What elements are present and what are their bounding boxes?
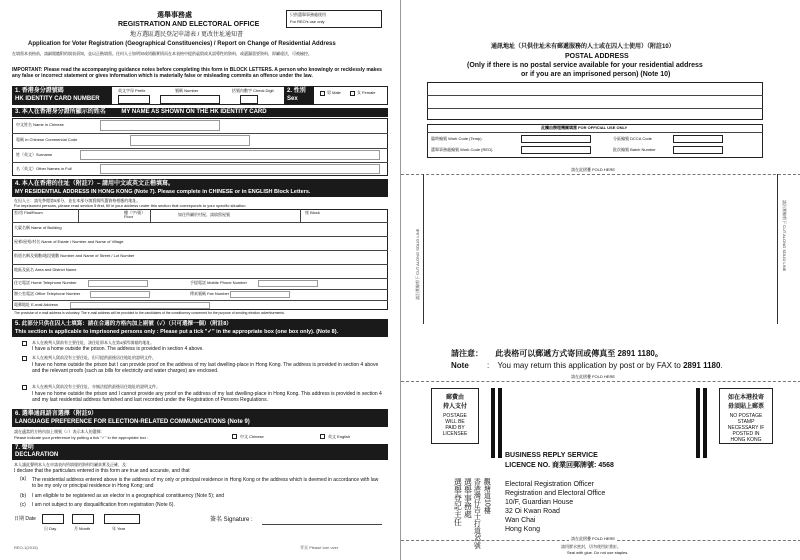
note-en-fax: 2891 1180 (683, 361, 721, 370)
email-field[interactable] (70, 302, 210, 309)
sex-female-checkbox[interactable] (350, 91, 355, 96)
postal-sub-en-2: or if you are an imprisoned person) (Note 10) (521, 71, 671, 78)
declaration-a-text: The residential address entered above is the address of my only or principal residence in Hong Kong or the address which is deemed in accordance with law to be my only or principal residence in Hong Kong; and (32, 477, 379, 489)
divider (12, 148, 388, 149)
turn-over-note: 背頁 Please turn over (300, 545, 339, 550)
postage-paid-box (431, 388, 479, 444)
form-title-zh: 地方選區選民登記申請表 / 更改住址通知書 (130, 32, 244, 38)
date-day-field[interactable] (42, 514, 64, 524)
postage-paid-zh-1: 郵費由 (445, 395, 464, 401)
address-zh-col-2: 選舉事務處 (463, 478, 473, 518)
fold-line-1 (401, 174, 800, 175)
section-6-title-zh: 選舉通訊語言選擇（附註9） (21, 411, 98, 417)
fim-stripe (696, 388, 700, 458)
option-c-en: I have no home outside the prison and I cannot provide any proof on the address of my last dwelling-place in Hong Kong. This address is provided in section 4 and my last residential address furnished and last recorded under the Registration of Persons Regulations. (32, 391, 382, 403)
declaration-b-label: (b) (20, 493, 27, 499)
section-1-label (12, 86, 112, 105)
option-a-en: I have a home outside the prison. The address is provided in section 4 above. (32, 346, 204, 352)
flat-label: 室/房 Flat/Room (14, 210, 43, 215)
note-en-end: . (720, 361, 723, 370)
postage-paid-en-3: PAID BY (445, 425, 465, 431)
address-line-4: 32 Oi Kwan Road (505, 508, 560, 515)
section-1-num: 1. (15, 88, 21, 94)
mobile-field[interactable] (258, 280, 318, 287)
address-line-6: Hong Kong (505, 526, 541, 533)
fax-label: 傳真號碼 Fax Number (190, 291, 230, 296)
other-names-field[interactable] (100, 164, 380, 174)
language-english-checkbox[interactable] (320, 434, 325, 439)
business-reply-licence: LICENCE NO. 商業回郵牌號: 4568 (505, 462, 614, 469)
declaration-intro-en: I declare that the particulars entered in this form are true and accurate, and that (14, 468, 190, 474)
seal-note-zh: 請用膠水密封，切勿使用釘書釘。 (561, 544, 621, 549)
signature-line[interactable] (262, 524, 382, 525)
no-stamp-en-3: NECESSARY IF (727, 425, 765, 431)
divider (12, 133, 388, 134)
option-b-checkbox[interactable] (22, 356, 27, 361)
section-7-num: 7. (15, 445, 21, 451)
important-notice: IMPORTANT: Please read the accompanying guidance notes before completing this form in BLOCK LETTERS. A person who knowingly or recklessly makes any false or incorrect statement or gives information which is materially false or misleading commits an offence under the law. (12, 67, 382, 80)
date-year-label: 年 Year (112, 526, 126, 531)
no-stamp-en-5: HONG KONG (730, 437, 762, 443)
section-7-bar (12, 444, 388, 460)
address-zh-col-3: 香港灣仔告士打道32號 (473, 478, 481, 549)
address-zh-col-1: 選舉登記主任 (453, 478, 463, 526)
work-code-reo-label: 選舉事務處編號 Work Code (REO) (431, 147, 493, 152)
other-names-label: 名（英文）Other Names in Full (16, 166, 72, 171)
sex-female-label: 女 Female (357, 90, 376, 95)
fim-stripe (703, 388, 707, 458)
intro-zh: 在填寫本表格前，請細閱隨附的填表須知，並以正楷填寫。任何人士如明知或罔顧實情而在本表格中提供虛假或具誤導性的資料，或遺漏重要資料，即屬違法，可被檢控。 (12, 51, 312, 56)
date-label: 日期 Date (14, 516, 36, 522)
fim-stripe (491, 388, 495, 458)
no-stamp-en-2: STAMP (737, 419, 755, 425)
section-4-title-zh: 本人在香港的住址（附註7）– 請用中文或英文正楷填寫。 (21, 181, 175, 187)
declaration-intro-zh: 本人謹此聲明本人在申請表內所填報的資料均屬真實及正確，及： (14, 462, 130, 467)
dcca-code-label: 分區編號 DCCA Code (613, 136, 652, 141)
house-hint: 如住所屬於村屋，請填寫屋號 (178, 212, 230, 217)
section-1-label-en: HK IDENTITY CARD NUMBER (15, 96, 100, 102)
divider (150, 209, 151, 222)
divider (12, 264, 388, 265)
note-zh-end: 。 (654, 349, 663, 358)
section-3-title-zh: 本人在香港身分證所顯示的姓名 (21, 109, 106, 115)
section-7-title-en: DECLARATION (15, 452, 59, 458)
office-tel-field[interactable] (90, 291, 150, 298)
section-6-num: 6. (15, 411, 21, 417)
section-4-bar (12, 179, 388, 197)
section-4-title-en: MY RESIDENTIAL ADDRESS IN HONG KONG (Note 7). Please complete in CHINESE or in ENGLISH Block Letters. (15, 189, 311, 195)
note-en-text: You may return this application by post or by FAX to (497, 361, 681, 370)
divider (12, 278, 388, 279)
language-chinese-label: 中文 Chinese (240, 434, 264, 439)
address-line-1: Electoral Registration Officer (505, 481, 594, 488)
office-tel-label: 辦公室電話 Office Telephone Number (14, 291, 81, 296)
name-chinese-field[interactable] (100, 120, 220, 131)
postage-paid-en-1: POSTAGE (443, 413, 467, 419)
address-zh-col-4: 觀塘道10樓 (483, 478, 491, 514)
office-name-en: REGISTRATION AND ELECTORAL OFFICE (118, 21, 260, 28)
note-zh-fax: 2891 1180 (617, 349, 655, 358)
fold-here-1: 請在此摺疊 FOLD HERE (571, 167, 616, 172)
official-use-header: 此欄由辦理機關填寫 FOR OFFICIAL USE ONLY (541, 125, 628, 130)
note-en-label: Note (451, 361, 469, 370)
declaration-c-text: I am not subject to any disqualification from registration (Note 6). (32, 502, 175, 508)
postal-heading-en: POSTAL ADDRESS (565, 53, 629, 60)
option-a-checkbox[interactable] (22, 341, 27, 346)
note-en (451, 362, 723, 370)
section-7-title-zh: 聲明 (21, 445, 34, 451)
area-label: 地區及區名 Area and District Name (14, 267, 77, 272)
id-number-field[interactable] (160, 95, 220, 104)
mobile-label: 手提電話 Mobile Phone Number (190, 280, 247, 285)
commercial-code-label: 電碼 In Chinese Commercial Code (16, 137, 78, 142)
work-code-temp-field[interactable] (521, 135, 591, 143)
date-month-label: 月 Month (74, 526, 91, 531)
note-zh-text: 此表格可以郵遞方式寄回或傳真至 (495, 349, 616, 358)
section-5-title-zh: 此部分只供在囚人士填寫：請在合適的方格內加上剔號（✓）（只可選擇一個）（附註8） (21, 321, 232, 327)
business-reply-title: BUSINESS REPLY SERVICE (505, 452, 598, 459)
section-1-label-zh: 香港身分證號碼 (21, 88, 64, 94)
postal-sub-en: (Only if there is no postal service available for your residential address (467, 62, 703, 69)
language-indicate-en: Please indicate your preference by putting a tick "✓" in the appropriate box : (14, 435, 149, 440)
work-code-temp-label: 臨時編號 Work Code (Temp) (431, 136, 482, 141)
no-stamp-zh-2: 毋須貼上郵票 (727, 404, 764, 410)
divider (427, 95, 763, 96)
section-5-num: 5. (15, 321, 21, 327)
divider (12, 289, 388, 290)
section-3-bar (12, 108, 388, 117)
id-check-digit-label: 括號內數字 Check Digit (232, 88, 274, 93)
divider (12, 236, 388, 237)
email-label: 電郵地址 E-mail Address (14, 302, 59, 307)
building-label: 大廈名稱 Name of Building (14, 225, 62, 230)
section-6-title-en: LANGUAGE PREFERENCE FOR ELECTION-RELATED COMMUNICATIONS (Note 9) (15, 419, 250, 425)
work-code-reo-field[interactable] (521, 146, 591, 154)
note-en-colon: : (487, 361, 490, 370)
section-6-bar (12, 409, 388, 427)
sex-label-zh: 性別 (293, 88, 306, 94)
address-line-3: 10/F, Guardian House (505, 499, 574, 506)
cut-line-left (423, 174, 424, 324)
no-stamp-en-4: POSTED IN (732, 431, 760, 437)
signature-label: 簽名 Signature : (210, 517, 253, 523)
official-use-box (286, 10, 382, 28)
sex-male-label: 男 Male (327, 90, 341, 95)
home-tel-label: 住宅電話 Home Telephone Number (14, 280, 77, 285)
option-b-en: I have no home outside the prison but I can provide proof on the address of my last dwelling-place in Hong Kong. The address is provided in section 4 above and the relevant proofs (such as bills for electricity and water charges) are enclosed. (32, 362, 379, 374)
date-day-label: 日 Day (44, 526, 57, 531)
surname-field[interactable] (80, 150, 380, 160)
sex-male-checkbox[interactable] (320, 91, 325, 96)
imprisoned-note-zh: 在囚人士：請先參閱第5部分，並在本部分填寫與所選資格相應的地址。 (14, 198, 141, 203)
id-prefix-field[interactable] (118, 95, 150, 104)
declaration-c-label: (c) (20, 502, 26, 508)
fold-here-2: 請在此摺疊 FOLD HERE (571, 374, 616, 379)
declaration-a-label: (a) (20, 476, 27, 482)
floor-label: 樓（字/號）Floor (124, 210, 146, 219)
fold-here-3: 請在此摺疊 FOLD HERE (571, 536, 616, 541)
address-line-5: Wan Chai (505, 517, 536, 524)
section-3-title-en: MY NAME AS SHOWN ON THE HK IDENTITY CARD (121, 109, 267, 115)
estate-label: 屋邨/屋苑/村名 Name of Estate / Number and Name of Village (14, 239, 124, 244)
id-prefix-label: 英文字母 Prefix (118, 88, 146, 93)
fax-field[interactable] (230, 291, 290, 298)
name-chinese-label: 中文姓名 Name in Chinese (16, 122, 64, 127)
home-tel-field[interactable] (88, 280, 148, 287)
official-use-en: For REO's use only (290, 19, 325, 24)
no-stamp-en-1: NO POSTAGE (729, 413, 763, 419)
language-chinese-checkbox[interactable] (232, 434, 237, 439)
surname-label: 姓（英文）Surname (16, 152, 53, 157)
no-stamp-zh-1: 如在本港投寄 (727, 395, 764, 401)
id-check-digit-field[interactable] (240, 95, 258, 104)
divider (12, 222, 388, 223)
divider (12, 250, 388, 251)
divider (300, 209, 301, 222)
seal-note-en: Seal with glue. Do not use staples. (567, 550, 629, 555)
id-number-label: 號碼 Number (175, 88, 199, 93)
option-b-zh: 本人在被判入獄前沒有主要住址，但可提供最後居住地址的證明文件。 (32, 355, 156, 360)
section-5-title-en: This section is applicable to imprisoned persons only : Please put a tick "✓" in the appropriate box (one box only). (Note 8). (15, 329, 339, 335)
postage-paid-en-2: WILL BE (445, 419, 465, 425)
commercial-code-field[interactable] (130, 135, 250, 146)
cut-line-right (777, 174, 778, 324)
fim-stripe (498, 388, 502, 458)
postal-address-box[interactable] (427, 82, 763, 120)
section-3-num: 3. (15, 109, 21, 115)
option-a-zh: 本人在被判入獄前有主要住址，該住址即本人在第4部所填報的地址。 (32, 340, 155, 345)
note-zh (451, 350, 663, 358)
postal-heading-zh: 通訊地址（只供住址未有郵遞服務的人士或在囚人士使用）（附註10） (491, 44, 675, 50)
cut-text-right: 請沿實線剪下 CUT ALONG SOLID LINE (782, 200, 787, 272)
email-note: The provision of e-mail address is voluntary. The e-mail address will be provided to the candidates of the constituency concerned for the purpose of sending election advertisements. (14, 311, 285, 315)
section-2-label (284, 86, 314, 105)
option-c-zh: 本人在被判入獄前沒有主要住址，亦無法提供最後居住地址的證明文件。 (32, 384, 160, 389)
language-english-label: 英文 English (328, 434, 351, 439)
dcca-code-field[interactable] (673, 135, 723, 143)
postage-paid-en-4: LICENSEE (442, 431, 468, 437)
no-stamp-box (719, 388, 773, 444)
batch-number-label: 批次編號 Batch Number (613, 147, 656, 152)
fold-line-2 (401, 381, 800, 382)
batch-number-field[interactable] (673, 146, 723, 154)
imprisoned-note-en: For imprisoned persons, please read section 5 first, fill in your address under this section that corresponds to your specific situation. (14, 203, 247, 208)
official-use-zh: 只供選舉事務處使用 (290, 12, 326, 17)
divider (427, 108, 763, 109)
note-zh-label: 請注意： (451, 349, 483, 358)
postage-paid-zh-2: 持人支付 (442, 404, 467, 410)
language-indicate-zh: 請在適當的方格內加上剔號（✓）表示本人的選擇： (14, 429, 105, 434)
street-label: 街道名稱及號數/地段號數 Number and Name of Street / Lot Number (14, 253, 135, 258)
address-line-2: Registration and Electoral Office (505, 490, 606, 497)
cut-text-left: 請沿實線剪下 CUT ALONG SOLID LINE (415, 228, 420, 300)
reply-envelope-page (400, 0, 800, 560)
divider (427, 132, 763, 133)
section-5-bar (12, 319, 388, 337)
date-month-field[interactable] (72, 514, 94, 524)
declaration-b-text: I am eligible to be registered as an elector in a geographical constituency (Note 5); and (32, 493, 225, 499)
section-4-num: 4. (15, 181, 21, 187)
office-name-zh: 選舉事務處 (157, 12, 192, 19)
form-title-en: Application for Voter Registration (Geographical Constituencies) / Report on Change of Residential Address (28, 41, 336, 47)
section-2-num: 2. (287, 88, 293, 94)
form-code: REO-1(2015) (14, 545, 38, 550)
block-label: 座 Block (305, 210, 320, 215)
divider (12, 300, 388, 301)
date-year-field[interactable] (104, 514, 140, 524)
option-c-checkbox[interactable] (22, 385, 27, 390)
divider (12, 162, 388, 163)
sex-label-en: Sex (287, 96, 298, 102)
divider (78, 209, 79, 222)
